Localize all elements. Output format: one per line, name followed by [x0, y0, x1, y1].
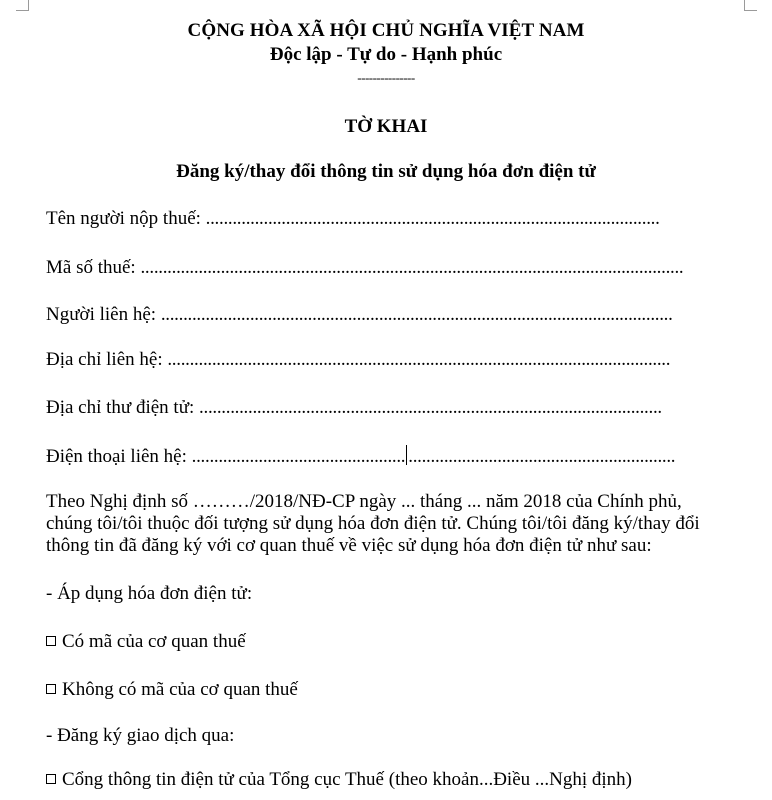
- field-label: Điện thoại liên hệ:: [46, 446, 187, 467]
- field-label: Tên người nộp thuế:: [46, 208, 201, 229]
- page-corner-marker: [16, 0, 29, 11]
- paragraph-line: chúng tôi/tôi thuộc đối tượng sử dụng hóa đơn điện tử. Chúng tôi/tôi đăng ký/thay đổi: [46, 513, 700, 534]
- option-label: Cổng thông tin điện tử của Tổng cục Thuế (theo khoản...Điều ...Nghị định): [62, 769, 632, 790]
- field-fill-dots: ........................................................................................................: [199, 397, 662, 418]
- page-corner-marker: [744, 0, 757, 11]
- field-fill-dots: ......................................................................................................: [205, 208, 660, 229]
- field-fill-dots: ...................................................................................................................: [160, 304, 673, 325]
- field-tax-code[interactable]: [46, 257, 683, 279]
- paragraph-line: thông tin đã đăng ký với cơ quan thuế về việc sử dụng hóa đơn điện tử như sau:: [46, 535, 652, 556]
- option-without-tax-code[interactable]: [46, 679, 298, 701]
- field-taxpayer-name[interactable]: [46, 208, 660, 230]
- checkbox[interactable]: [46, 774, 56, 784]
- field-fill-dots: ............................................................: [408, 446, 676, 467]
- field-label: Mã số thuế:: [46, 257, 136, 278]
- field-label: Địa chỉ thư điện tử:: [46, 397, 195, 418]
- section-register-via: - Đăng ký giao dịch qua:: [46, 725, 235, 746]
- field-fill-dots: .................................................................................................................: [167, 349, 671, 370]
- paragraph-line: Theo Nghị định số ………/2018/NĐ-CP ngày ... tháng ... năm 2018 của Chính phủ,: [46, 491, 682, 512]
- document-subtitle: Đăng ký/thay đổi thông tin sử dụng hóa đơn điện tử: [176, 161, 596, 182]
- section-apply-einvoice: - Áp dụng hóa đơn điện tử:: [46, 583, 253, 604]
- field-contact-person[interactable]: [46, 304, 673, 326]
- field-fill-dots: ................................................: [191, 446, 406, 467]
- option-label: Không có mã của cơ quan thuế: [62, 679, 298, 700]
- field-phone[interactable]: [46, 445, 675, 468]
- document-title: TỜ KHAI: [344, 116, 428, 137]
- option-label: Có mã của cơ quan thuế: [62, 631, 246, 652]
- nation-title: CỘNG HÒA XÃ HỘI CHỦ NGHĨA VIỆT NAM: [187, 20, 585, 41]
- field-fill-dots: ..........................................................................................................................: [140, 257, 684, 278]
- option-with-tax-code[interactable]: [46, 631, 246, 653]
- nation-motto: Độc lập - Tự do - Hạnh phúc: [269, 44, 503, 65]
- option-tax-portal[interactable]: [46, 769, 632, 791]
- field-label: Người liên hệ:: [46, 304, 157, 325]
- header-separator: ---------------: [357, 70, 415, 85]
- field-label: Địa chỉ liên hệ:: [46, 349, 163, 370]
- field-email[interactable]: [46, 397, 662, 419]
- checkbox[interactable]: [46, 684, 56, 694]
- field-contact-address[interactable]: [46, 349, 670, 371]
- checkbox[interactable]: [46, 636, 56, 646]
